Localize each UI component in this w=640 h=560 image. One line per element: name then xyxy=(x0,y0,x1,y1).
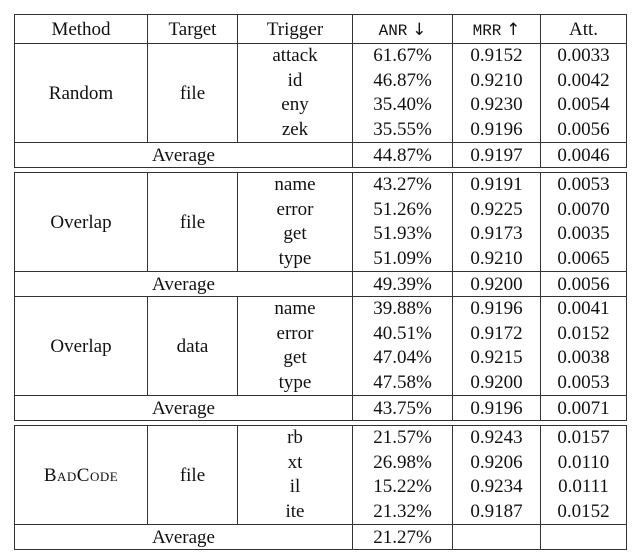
att-value: 0.0054 xyxy=(557,94,610,115)
trigger: error xyxy=(276,322,314,344)
header-anr-label: ANR xyxy=(378,21,408,40)
average-mrr xyxy=(453,525,541,550)
trigger-cell xyxy=(238,44,353,143)
up-arrow-icon: ↑ xyxy=(506,19,521,40)
average-label: Average xyxy=(15,525,353,550)
trigger: name xyxy=(274,298,316,319)
target-cell: file xyxy=(148,426,238,525)
anr-value: 15.22% xyxy=(373,476,432,497)
average-anr: 44.87% xyxy=(353,143,453,168)
trigger: get xyxy=(283,347,307,368)
trigger: xt xyxy=(287,451,303,473)
att-value: 0.0157 xyxy=(557,427,610,448)
att-cell xyxy=(541,426,627,525)
anr-value: 46.87% xyxy=(373,69,432,91)
header-trigger: Trigger xyxy=(238,15,353,44)
target-cell: data xyxy=(148,297,238,396)
target-cell: file xyxy=(148,44,238,143)
mrr-value: 0.9196 xyxy=(470,118,523,140)
anr-value: 21.32% xyxy=(373,500,432,522)
average-row xyxy=(15,272,627,297)
trigger: name xyxy=(274,174,316,195)
mrr-value: 0.9152 xyxy=(470,45,523,66)
group-row xyxy=(15,297,627,396)
anr-value: 47.58% xyxy=(373,371,432,393)
att-value: 0.0065 xyxy=(557,247,610,269)
header-anr xyxy=(353,15,453,44)
att-value: 0.0038 xyxy=(557,347,610,368)
method-cell: Overlap xyxy=(15,173,148,272)
att-value: 0.0033 xyxy=(557,45,610,66)
anr-value: 40.51% xyxy=(373,322,432,344)
method-cell: Overlap xyxy=(15,297,148,396)
att-value: 0.0042 xyxy=(557,69,610,91)
method-cell: BadCode xyxy=(15,426,148,525)
mrr-value: 0.9196 xyxy=(470,298,523,319)
trigger: type xyxy=(278,247,312,269)
mrr-value: 0.9191 xyxy=(470,174,523,195)
mrr-value: 0.9173 xyxy=(470,223,523,244)
att-value: 0.0053 xyxy=(557,174,610,195)
mrr-value: 0.9234 xyxy=(470,476,523,497)
target-cell: file xyxy=(148,173,238,272)
mrr-value: 0.9210 xyxy=(470,69,523,91)
anr-value: 35.40% xyxy=(373,94,432,115)
mrr-value: 0.9225 xyxy=(470,198,523,220)
average-row xyxy=(15,525,627,550)
att-value: 0.0152 xyxy=(557,322,610,344)
header-row xyxy=(15,15,627,44)
average-label: Average xyxy=(15,272,353,297)
mrr-cell xyxy=(453,44,541,143)
mrr-cell xyxy=(453,426,541,525)
anr-value: 61.67% xyxy=(373,45,432,66)
header-mrr-label: MRR xyxy=(472,21,502,40)
mrr-value: 0.9230 xyxy=(470,94,523,115)
att-value: 0.0041 xyxy=(557,298,610,319)
mrr-value: 0.9172 xyxy=(470,322,523,344)
anr-value: 39.88% xyxy=(373,298,432,319)
anr-value: 26.98% xyxy=(373,451,432,473)
trigger: rb xyxy=(287,427,303,448)
anr-value: 21.57% xyxy=(373,427,432,448)
average-mrr: 0.9196 xyxy=(453,396,541,421)
average-att: 0.0056 xyxy=(541,272,627,297)
average-label: Average xyxy=(15,396,353,421)
average-att xyxy=(541,525,627,550)
header-method: Method xyxy=(15,15,148,44)
trigger-cell xyxy=(238,173,353,272)
average-label: Average xyxy=(15,143,353,168)
average-row xyxy=(15,396,627,421)
results-table xyxy=(14,14,627,550)
att-cell xyxy=(541,297,627,396)
att-value: 0.0152 xyxy=(557,500,610,522)
trigger: zek xyxy=(281,118,309,140)
anr-value: 43.27% xyxy=(373,174,432,195)
trigger: il xyxy=(289,476,301,497)
trigger: eny xyxy=(281,94,309,115)
att-value: 0.0070 xyxy=(557,198,610,220)
anr-value: 51.93% xyxy=(373,223,432,244)
group-row xyxy=(15,44,627,143)
att-value: 0.0111 xyxy=(558,476,609,497)
anr-value: 35.55% xyxy=(373,118,432,140)
average-mrr: 0.9197 xyxy=(453,143,541,168)
down-arrow-icon: ↓ xyxy=(412,19,427,40)
average-mrr: 0.9200 xyxy=(453,272,541,297)
average-att: 0.0046 xyxy=(541,143,627,168)
mrr-value: 0.9243 xyxy=(470,427,523,448)
mrr-value: 0.9210 xyxy=(470,247,523,269)
mrr-value: 0.9187 xyxy=(470,500,523,522)
trigger: id xyxy=(287,69,303,91)
att-value: 0.0053 xyxy=(557,371,610,393)
anr-value: 47.04% xyxy=(373,347,432,368)
att-cell xyxy=(541,173,627,272)
group-row xyxy=(15,173,627,272)
mrr-value: 0.9200 xyxy=(470,371,523,393)
att-value: 0.0035 xyxy=(557,223,610,244)
average-anr: 21.27% xyxy=(353,525,453,550)
average-anr: 49.39% xyxy=(353,272,453,297)
anr-value: 51.26% xyxy=(373,198,432,220)
trigger-cell xyxy=(238,297,353,396)
mrr-cell xyxy=(453,297,541,396)
anr-cell xyxy=(353,44,453,143)
trigger: get xyxy=(283,223,307,244)
header-mrr xyxy=(453,15,541,44)
mrr-cell xyxy=(453,173,541,272)
mrr-value: 0.9206 xyxy=(470,451,523,473)
trigger: error xyxy=(276,198,314,220)
att-value: 0.0056 xyxy=(557,118,610,140)
anr-cell xyxy=(353,173,453,272)
trigger: type xyxy=(278,371,312,393)
trigger: ite xyxy=(285,500,305,522)
header-att: Att. xyxy=(541,15,627,44)
att-value: 0.0110 xyxy=(557,451,610,473)
anr-value: 51.09% xyxy=(373,247,432,269)
anr-cell xyxy=(353,426,453,525)
anr-cell xyxy=(353,297,453,396)
method-cell: Random xyxy=(15,44,148,143)
header-target: Target xyxy=(148,15,238,44)
mrr-value: 0.9215 xyxy=(470,347,523,368)
att-cell xyxy=(541,44,627,143)
average-att: 0.0071 xyxy=(541,396,627,421)
average-anr: 43.75% xyxy=(353,396,453,421)
group-row xyxy=(15,426,627,525)
average-row xyxy=(15,143,627,168)
trigger: attack xyxy=(272,45,318,66)
trigger-cell xyxy=(238,426,353,525)
